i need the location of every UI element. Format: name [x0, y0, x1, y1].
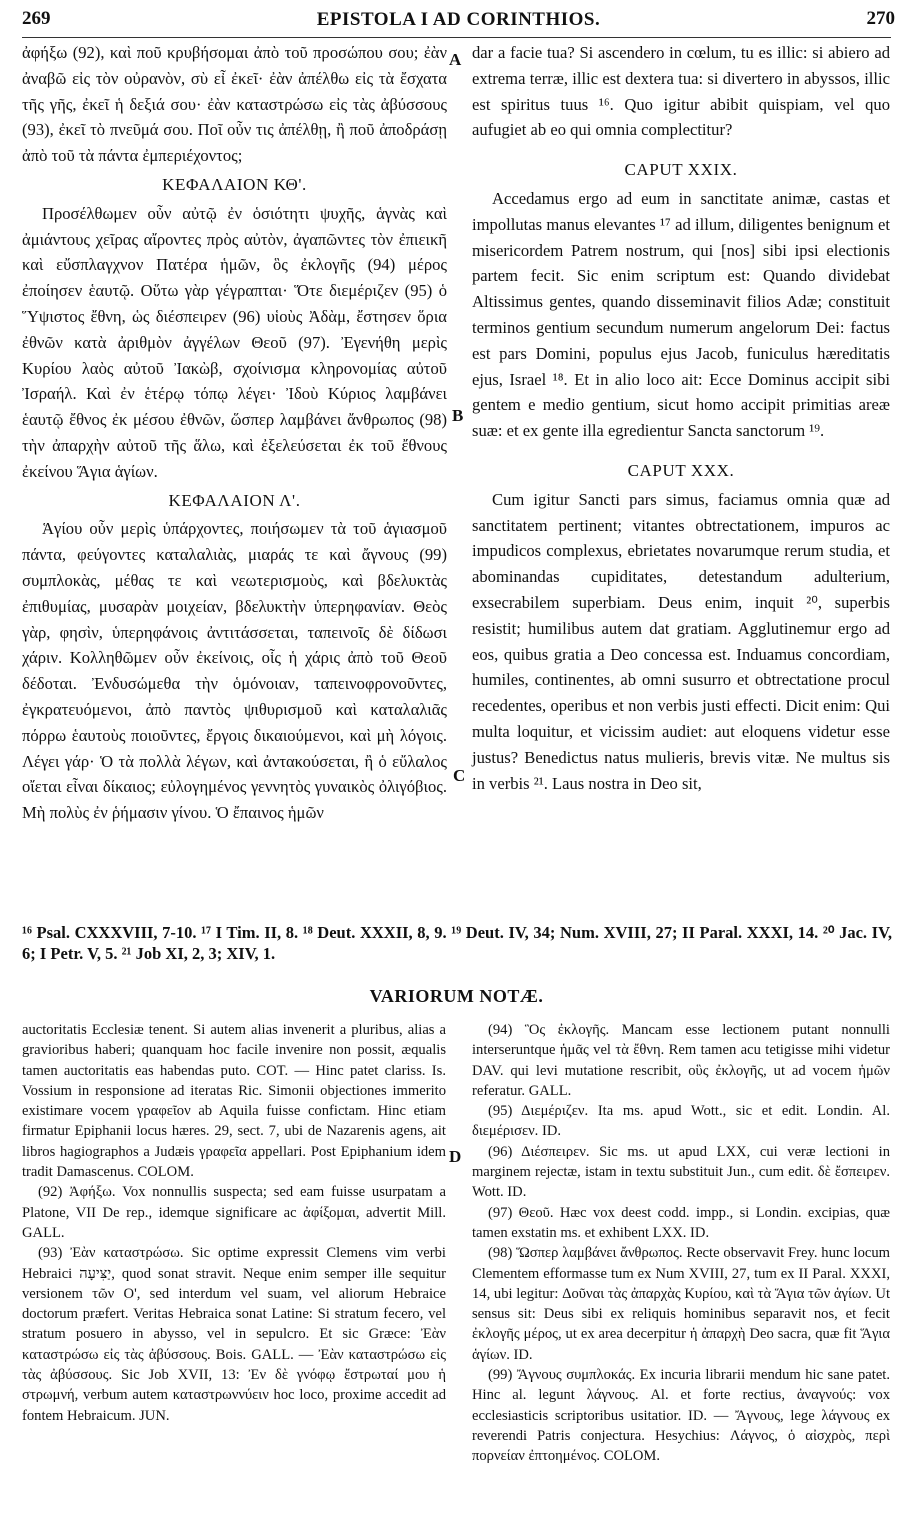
chapter-heading: CAPUT XXX.	[627, 460, 735, 480]
margin-letter: C	[453, 766, 466, 785]
latin-paragraph: Cum igitur Sancti pars simus, faciamus omnia quæ ad sanctitatem pertinent; vitantes obtrectationem, impuros ac impudicos complexus, ebrietates novarumque rerum studia, et abominandas cupiditates, detestandum adulterium, exsecrabilem superbiam. Deus enim, inquit ²⁰, superbis resistit; humilibus autem dat gratiam. Agglutinemur ergo ad eos, quibus gratia a Deo concessa est. Induamus concordiam, humiles, continentes, ab omni susurro et obtrectatione procul recedentes, operibus et non verbis justi effecti. Dicit enim: Qui multa loquitur, et vicissim audiet: aut eloquens videtur esse justus? Benedictus natus mulieris, brevis vitæ. Ne multus sis in verbis ²¹. Laus nostra in Deo sit,	[472, 489, 890, 793]
greek-column	[22, 40, 447, 826]
notes-right-column	[472, 1020, 890, 1467]
latin-paragraph: dar a facie tua? Si ascendero in cœlum, tu es illic: si abiero ad extrema terræ, illic est dextera tua: si divertero in abyssos, illic est spiritus tuus ¹⁶. Quo igitur abibit quispiam, vel quo aufugiet ab eo qui omnia complectitur?	[472, 43, 890, 140]
note-paragraph: (93) Ἐὰν καταστρώσω. Sic optime expressit Clemens vim verbi Hebraici יַצִּיעָה, quod sonat stravit. Neque enim semper ille sequitur versionem τῶν Ο', sed interdum vel suam, vel aliorum Hebraice doctorum præfert. Veritas Hebraica sonat Latine: Si stratum fecero, vel stratum posuero in abysso, vel in sepulcro. Et sic Græce: Ἐὰν καταστρώσω εἰς τὰς ἀβύσσους. Bois. GALL. — Ἐὰν καταστρώσω εἰς τὰς ἀβύσσους. Sic Job XVII, 13: Ἐν δὲ γνόφῳ ἔστρωταί μου ἡ στρωμνή, verbum autem καταστρωννύειν hoc loco, proxime accedit ad fontem Hebraicum. JUN.	[22, 1245, 446, 1424]
chapter-heading: ΚΕΦΑΛΑΙΟΝ ΚΘ'.	[162, 174, 307, 194]
notes-left-column	[22, 1020, 446, 1426]
chapter-heading: CAPUT XXIX.	[624, 160, 738, 180]
latin-paragraph: Accedamus ergo ad eum in sanctitate animæ, castas et impollutas manus elevantes ¹⁷ ad illum, diligentes benignum et misericordem Patrem nostrum, qui [nos] sibi ipsi electionis partem fecit. Sic enim scriptum est: Quando dividebat Altissimus gentes, quando disseminavit filios Adæ; constituit terminos gentium secundum numerum angelorum Dei: factus est pars Domini, populus ejus Jacob, funiculus hæreditatis ejus, Israel ¹⁸. Et in alio loco ait: Ecce Dominus accipit sibi gentem e medio gentium, sicut homo accipit primitias areæ suæ: et ex gente illa egredientur Sancta sanctorum ¹⁹.	[472, 188, 890, 441]
page-number-left: 269	[22, 8, 51, 29]
page-number-right: 270	[866, 8, 895, 29]
note-paragraph: (97) Θεοῦ. Hæc vox deest codd. impp., si Londin. excipias, quæ tamen exstatin ms. et exhibent LXX. ID.	[472, 1204, 890, 1241]
margin-letter: A	[449, 50, 462, 69]
scripture-footnotes: ¹⁶ Psal. CXXXVIII, 7-10. ¹⁷ I Tim. II, 8. ¹⁸ Deut. XXXII, 8, 9. ¹⁹ Deut. IV, 34; Num. XVIII, 27; II Paral. XXXI, 14. ²⁰ Jac. IV, 6; I Petr. V, 5. ²¹ Job XI, 2, 3; XIV, 1.	[22, 923, 892, 963]
note-paragraph: (92) Ἀφήξω. Vox nonnullis suspecta; sed eam fuisse usurpatam a Platone, VII De rep., idemque significare ac ἀφίξομαι, advertit Mill. GALL.	[22, 1184, 446, 1241]
note-paragraph: (95) Διεμέριζεν. Ita ms. apud Wott., sic et edit. Londin. Al. διεμέρισεν. ID.	[472, 1103, 890, 1140]
note-paragraph: (99) Ἄγνους συμπλοκάς. Ex incuria librarii mendum hic sane patet. Hinc al. legunt λάγνους. Al. et forte rectius, ἀναγνούς: vox ecclesiasticis scriptoribus usitatior. ID. — Ἄγνους, lege λάγνους ex reverendi Patris conjectura. Hesychius: Λάγνος, ὁ αἰσχρὸς, περὶ πορνείαν ἐπτοημένος. COLOM.	[472, 1367, 890, 1465]
margin-letter: D	[449, 1147, 462, 1166]
greek-paragraph: ἀφήξω (92), καὶ ποῦ κρυβήσομαι ἀπὸ τοῦ προσώπου σου; ἐὰν ἀναβῶ εἰς τὸν οὐρανὸν, σὺ εἶ ἐκεῖ· ἐὰν ἀπέλθω εἰς τὰ ἔσχατα τῆς γῆς, ἐκεῖ ἡ δεξιά σου· ἐὰν καταστρώσω εἰς τὰς ἀβύσσους (93), ἐκεῖ τὸ πνεῦμά σου. Ποῖ οὖν τις ἀπέλθῃ, ἢ ποῦ ἀποδράσῃ ἀπὸ τοῦ τὰ πάντα ἐμπεριέχοντος;	[22, 43, 447, 166]
running-header	[22, 8, 895, 36]
note-paragraph: (98) Ὥσπερ λαμβάνει ἄνθρωπος. Recte observavit Frey. hunc locum Clementem efformasse tum ex Num XVIII, 27, tum ex II Paral. XXXI, 14, ubi legitur: Δοῦναι τὰς ἀπαρχὰς Κυρίου, καὶ τὰ Ἅγια τῶν ἁγίων. Ut sensus sit: Deus sibi ex reliquis hominibus separavit nos, et fecit ἐκλογῆς μέρος, ut ex area decerpitur ἡ ἀπαρχὴ Deo sacra, quæ fit Ἅγια ἁγίων. ID.	[472, 1245, 890, 1363]
page-title: EPISTOLA I AD CORINTHIOS.	[316, 9, 601, 30]
note-paragraph: (96) Διέσπειρεν. Sic ms. ut apud LXX, cui veræ lectioni in marginem rejectæ, istam in textu substituit Jun., cum edit. δὲ ἔσπειρεν. Wott. ID.	[472, 1143, 890, 1201]
note-paragraph: (94) Ὃς ἐκλογῆς. Mancam esse lectionem putant nonnulli interseruntque ἡμᾶς vel τὰ ἔθνη. Rem tamen acu tetigisse mihi videtur DAV. qui levi mutatione rescribit, οὓς ἐκλογῆς, ut ad vocem ἡμῶν referatur. GALL.	[472, 1022, 890, 1099]
variorum-heading: VARIORUM NOTÆ.	[369, 986, 544, 1006]
note-paragraph: auctoritatis Ecclesiæ tenent. Si autem alias invenerit a pluribus, alias a gravioribus haberi; quanquam hoc facile invenire non possit, æqualis tamen auctoritatis eas habendas puto. COT. — Hinc patet clariss. Is. Vossium in responsione ad iteratas Ric. Simonii objectiones immerito existimare vocem γραφεῖον ab Aquila fuisse confictam. Hinc etiam firmatur Epiphanii locus hæres. 29, sect. 7, ubi de Nazarenis agens, ait libros hagiographos a Judæis γραφεῖα appellari. Post Epiphanium idem tradit Damascenus. COLOM.	[22, 1022, 446, 1181]
latin-column	[472, 40, 890, 796]
chapter-heading: ΚΕΦΑΛΑΙΟΝ Λ'.	[168, 490, 301, 510]
greek-paragraph: Προσέλθωμεν οὖν αὐτῷ ἐν ὁσιότητι ψυχῆς, ἁγνὰς καὶ ἀμιάντους χεῖρας αἴροντες πρὸς αὐτὸν, ἀγαπῶντες τὸν ἐπιεικῆ καὶ εὔσπλαγχνον Πατέρα ἡμῶν, ὃς ἐκλογῆς (94) μέρος ἐποίησεν ἑαυτῷ. Οὕτω γὰρ γέγραπται· Ὅτε διεμέριζεν (95) ὁ Ὕψιστος ἔθνη, ὡς διέσπειρεν (96) υἱοὺς Ἀδὰμ, ἔστησεν ὅρια ἐθνῶν κατὰ ἀριθμὸν ἀγγέλων Θεοῦ (97). Ἐγενήθη μερὶς Κυρίου λαὸς αὐτοῦ Ἰακὼβ, σχοίνισμα κληρονομίας αὐτοῦ Ἰσραήλ. Καὶ ἐν ἑτέρῳ τόπῳ λέγει· Ἰδοὺ Κύριος λαμβάνει ἑαυτῷ ἔθνος ἐκ μέσου ἐθνῶν, ὥσπερ λαμβάνει ἄνθρωπος (98) τὴν ἀπαρχὴν αὐτοῦ τῆς ἅλω, καὶ ἐξελεύσεται ἐκ τοῦ ἔθνους ἐκείνου Ἅγια ἁγίων.	[22, 203, 447, 481]
greek-paragraph: Ἁγίου οὖν μερὶς ὑπάρχοντες, ποιήσωμεν τὰ τοῦ ἁγιασμοῦ πάντα, φεύγοντες καταλαλιὰς, μιαράς τε καὶ ἄγνους (99) συμπλοκὰς, μέθας τε καὶ νεωτερισμοὺς, καὶ βδελυκτὰς ἐπιθυμίας, μυσαρὰν μοιχείαν, βδελυκτὴν ὑπερηφανίαν. Θεὸς γὰρ, φησὶν, ὑπερηφάνοις ἀντιτάσσεται, ταπεινοῖς δὲ δίδωσι χάριν. Κολληθῶμεν οὖν ἐκείνοις, οἷς ἡ χάρις ἀπὸ τοῦ Θεοῦ δέδοται. Ἐνδυσώμεθα τὴν ὁμόνοιαν, ταπεινοφρονοῦντες, ἐγκρατευόμενοι, ἀπὸ παντὸς ψιθυρισμοῦ καὶ καταλαλιᾶς πόρρω ἑαυτοὺς ποιοῦντες, ἔργοις δικαιούμενοι, καὶ μὴ λόγοις. Λέγει γάρ· Ὁ τὰ πολλὰ λέγων, καὶ ἀντακούσεται, ἢ ὁ εὔλαλος οἴεται εἶναι δίκαιος; εὐλογημένος γεννητὸς γυναικὸς ὀλιγόβιος. Μὴ πολὺς ἐν ῥήμασιν γίνου. Ὁ ἔπαινος ἡμῶν	[22, 519, 447, 823]
header-rule	[22, 37, 891, 38]
margin-letter: B	[452, 406, 464, 425]
